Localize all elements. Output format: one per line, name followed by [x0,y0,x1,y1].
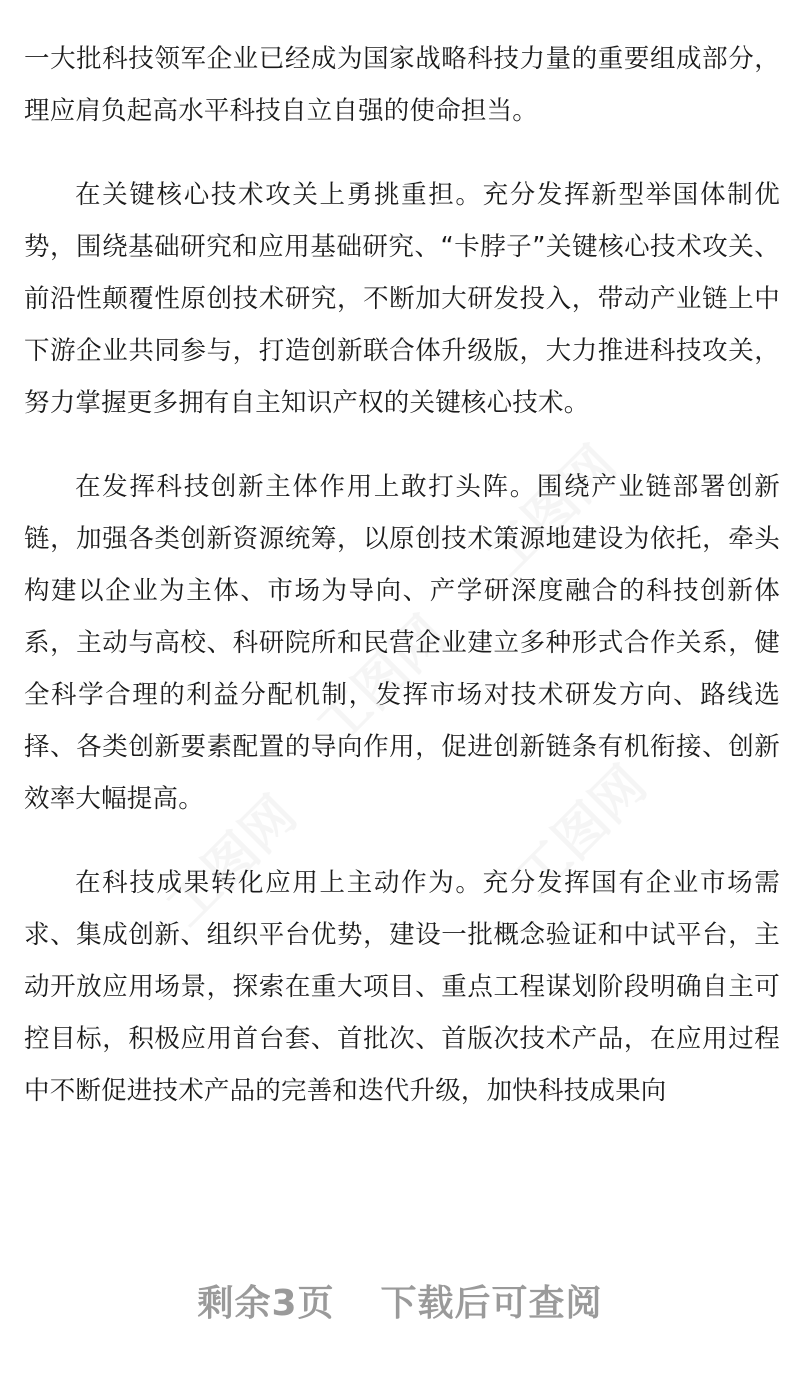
document-body [24,33,780,1149]
download-prompt[interactable] [0,1275,800,1326]
watermark: 工图网 [505,755,659,908]
remaining-pages-label: 剩余3页 [197,1283,335,1324]
paragraph-4: 在科技成果转化应用上主动作为。充分发挥国有企业市场需求、集成创新、组织平台优势，建设一批概念验证和中试平台，主动开放应用场景，探索在重大项目、重点工程谋划阶段明确自主可控目标，积极应用首台套、首批次、首版次技术产品，在应用过程中不断促进技术产品的完善和迭代升级，加快科技成果向 [24,868,780,1106]
watermark: 工图网 [475,435,629,588]
download-action-label: 下载后可查阅 [380,1283,603,1324]
paragraph-2: 在关键核心技术攻关上勇挑重担。充分发挥新型举国体制优势，围绕基础研究和应用基础研究、“卡脖子”关键核心技术攻关、前沿性颠覆性原创技术研究，不断加大研发投入，带动产业链上中下游企业共同参与，打造创新联合体升级版，大力推进科技攻关，努力掌握更多拥有自主知识产权的关键核心技术。 [24,180,780,418]
watermark: 工图网 [305,605,459,758]
paragraph-3: 在发挥科技创新主体作用上敢打头阵。围绕产业链部署创新链，加强各类创新资源统筹，以原创技术策源地建设为依托，牵头构建以企业为主体、市场为导向、产学研深度融合的科技创新体系，主动与高校、科研院所和民营企业建立多种形式合作关系，健全科学合理的利益分配机制，发挥市场对技术研发方向、路线选择、各类创新要素配置的导向作用，促进创新链条有机衔接、创新效率大幅提高。 [24,472,780,814]
watermark: 工图网 [155,785,309,938]
paragraph-1: 一大批科技领军企业已经成为国家战略科技力量的重要组成部分，理应肩负起高水平科技自立自强的使命担当。 [24,44,780,126]
